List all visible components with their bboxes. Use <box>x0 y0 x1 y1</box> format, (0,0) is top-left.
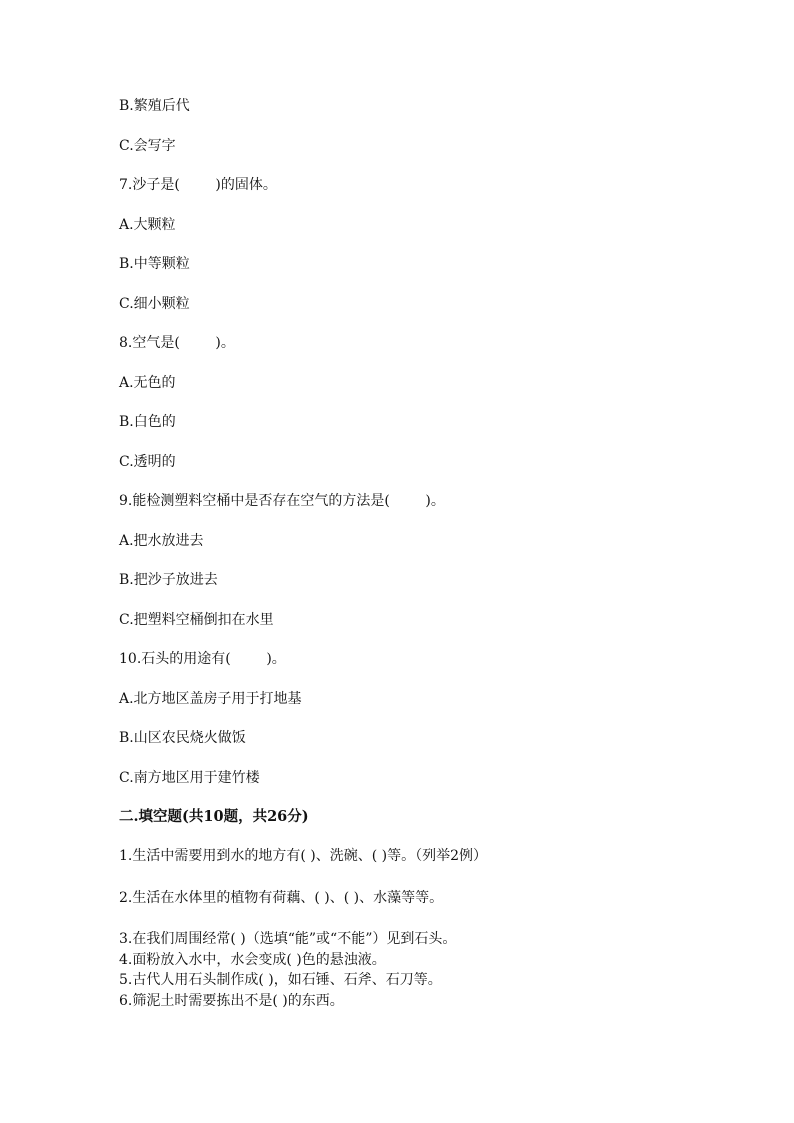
question-9-option-a: A.把水放进去 <box>119 533 204 549</box>
fill-question-4: 4.面粉放入水中，水会变成( )色的悬浊液。 <box>119 952 386 968</box>
question-7-option-b: B.中等颗粒 <box>119 256 190 272</box>
question-10-option-c: C.南方地区用于建竹楼 <box>119 770 260 786</box>
fill-question-3: 3.在我们周围经常( )（选填“能”或“不能”）见到石头。 <box>119 931 457 947</box>
question-8-option-a: A.无色的 <box>119 375 176 391</box>
question-8-option-c: C.透明的 <box>119 454 176 470</box>
question-7-option-a: A.大颗粒 <box>119 217 176 233</box>
option-b-reproduce: B.繁殖后代 <box>119 98 190 114</box>
fill-question-1: 1.生活中需要用到水的地方有( )、洗碗、( )等。（列举2例） <box>119 848 488 864</box>
question-9: 9.能检测塑料空桶中是否存在空气的方法是( )。 <box>119 493 445 509</box>
question-10-option-a: A.北方地区盖房子用于打地基 <box>119 691 302 707</box>
question-8: 8.空气是( )。 <box>119 335 235 351</box>
fill-question-6: 6.筛泥土时需要拣出不是( )的东西。 <box>119 993 344 1009</box>
fill-question-5: 5.古代人用石头制作成( )，如石锤、石斧、石刀等。 <box>119 972 442 988</box>
option-c-write: C.会写字 <box>119 138 176 154</box>
question-7-option-c: C.细小颗粒 <box>119 296 190 312</box>
question-9-option-c: C.把塑料空桶倒扣在水里 <box>119 612 274 628</box>
fill-question-2: 2.生活在水体里的植物有荷藕、( )、( )、水藻等等。 <box>119 890 444 906</box>
question-10: 10.石头的用途有( )。 <box>119 651 286 667</box>
question-8-option-b: B.白色的 <box>119 414 176 430</box>
question-7: 7.沙子是( )的固体。 <box>119 177 277 193</box>
question-9-option-b: B.把沙子放进去 <box>119 572 218 588</box>
section-fill-in-title: 二.填空题(共10题，共26分) <box>119 808 309 825</box>
question-10-option-b: B.山区农民烧火做饭 <box>119 730 246 746</box>
